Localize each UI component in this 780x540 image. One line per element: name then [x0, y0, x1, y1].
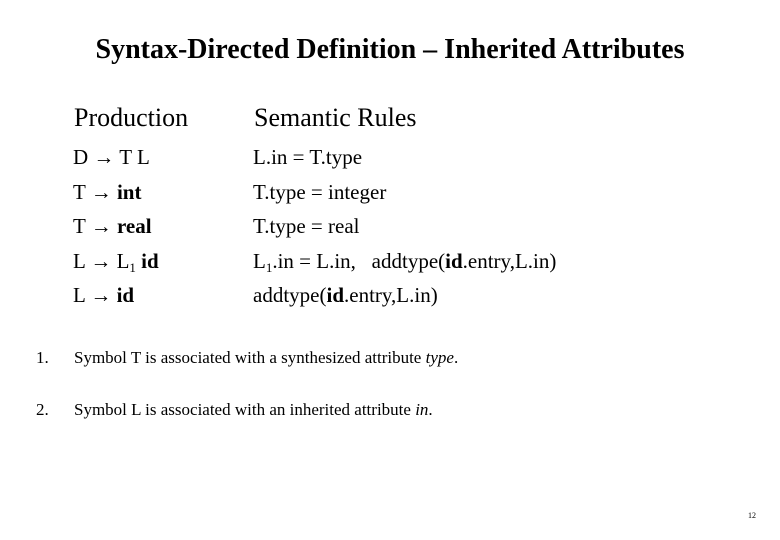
production-cell [73, 278, 134, 312]
rule-text: .entry,L.in) [462, 248, 557, 273]
semantic-rules-header: Semantic Rules [254, 103, 417, 132]
production-cell [73, 140, 150, 174]
production-arrow: → [85, 248, 117, 273]
table-row [0, 244, 780, 279]
production-lhs: D [73, 145, 89, 169]
production-cell [73, 244, 159, 278]
note-text [74, 398, 433, 422]
production-lhs: L [73, 283, 86, 307]
production-lhs: T [73, 179, 86, 204]
production-rhs-keyword: int [116, 179, 142, 204]
production-header: Production [74, 103, 189, 132]
note-end: . [453, 348, 459, 367]
grammar-table [0, 140, 780, 313]
semantic-rule-cell [253, 278, 438, 312]
rule-text: .entry,L.in) [344, 283, 438, 307]
production-arrow: → [85, 214, 117, 238]
production-lhs: L [73, 248, 86, 273]
production-arrow: → [85, 179, 117, 204]
rule-subscript: 1 [265, 259, 273, 275]
semantic-rule-cell: T.type = integer [253, 179, 387, 204]
slide-title: Syntax-Directed Definition – Inherited Attributes [95, 34, 685, 65]
note-emphasis: in [415, 400, 429, 419]
note-end: . [428, 400, 433, 419]
table-row [0, 140, 780, 175]
production-subscript: 1 [129, 259, 136, 275]
production-cell [73, 209, 152, 243]
production-rhs-keyword: real [116, 214, 152, 238]
note-emphasis: type [425, 348, 454, 367]
production-rhs-keyword: id [116, 283, 135, 307]
rule-text: L [253, 248, 266, 273]
production-rhs: L [116, 248, 130, 273]
note-body: Symbol T is associated with a synthesized attribute [74, 348, 426, 367]
page-number: 12 [748, 511, 756, 520]
production-cell [73, 175, 141, 209]
note-body: Symbol L is associated with an inherited attribute [74, 400, 416, 419]
semantic-rule-cell [253, 244, 556, 278]
production-rhs-keyword: id [141, 248, 159, 273]
rule-text: addtype( [253, 283, 327, 307]
rule-text: .in = L.in, addtype( [272, 248, 446, 273]
note-number: 2. [36, 400, 49, 419]
note-text [74, 346, 458, 370]
table-row [0, 278, 780, 313]
semantic-rule-cell: L.in = T.type [253, 145, 363, 169]
production-rhs: T L [119, 145, 150, 169]
rule-keyword: id [326, 283, 344, 307]
semantic-rule-cell: T.type = real [253, 214, 360, 238]
table-row [0, 175, 780, 210]
rule-keyword: id [445, 248, 463, 273]
note-number: 1. [36, 348, 49, 367]
production-arrow: → [85, 283, 117, 307]
table-row [0, 209, 780, 244]
production-arrow: → [88, 145, 120, 169]
production-lhs: T [73, 214, 86, 238]
